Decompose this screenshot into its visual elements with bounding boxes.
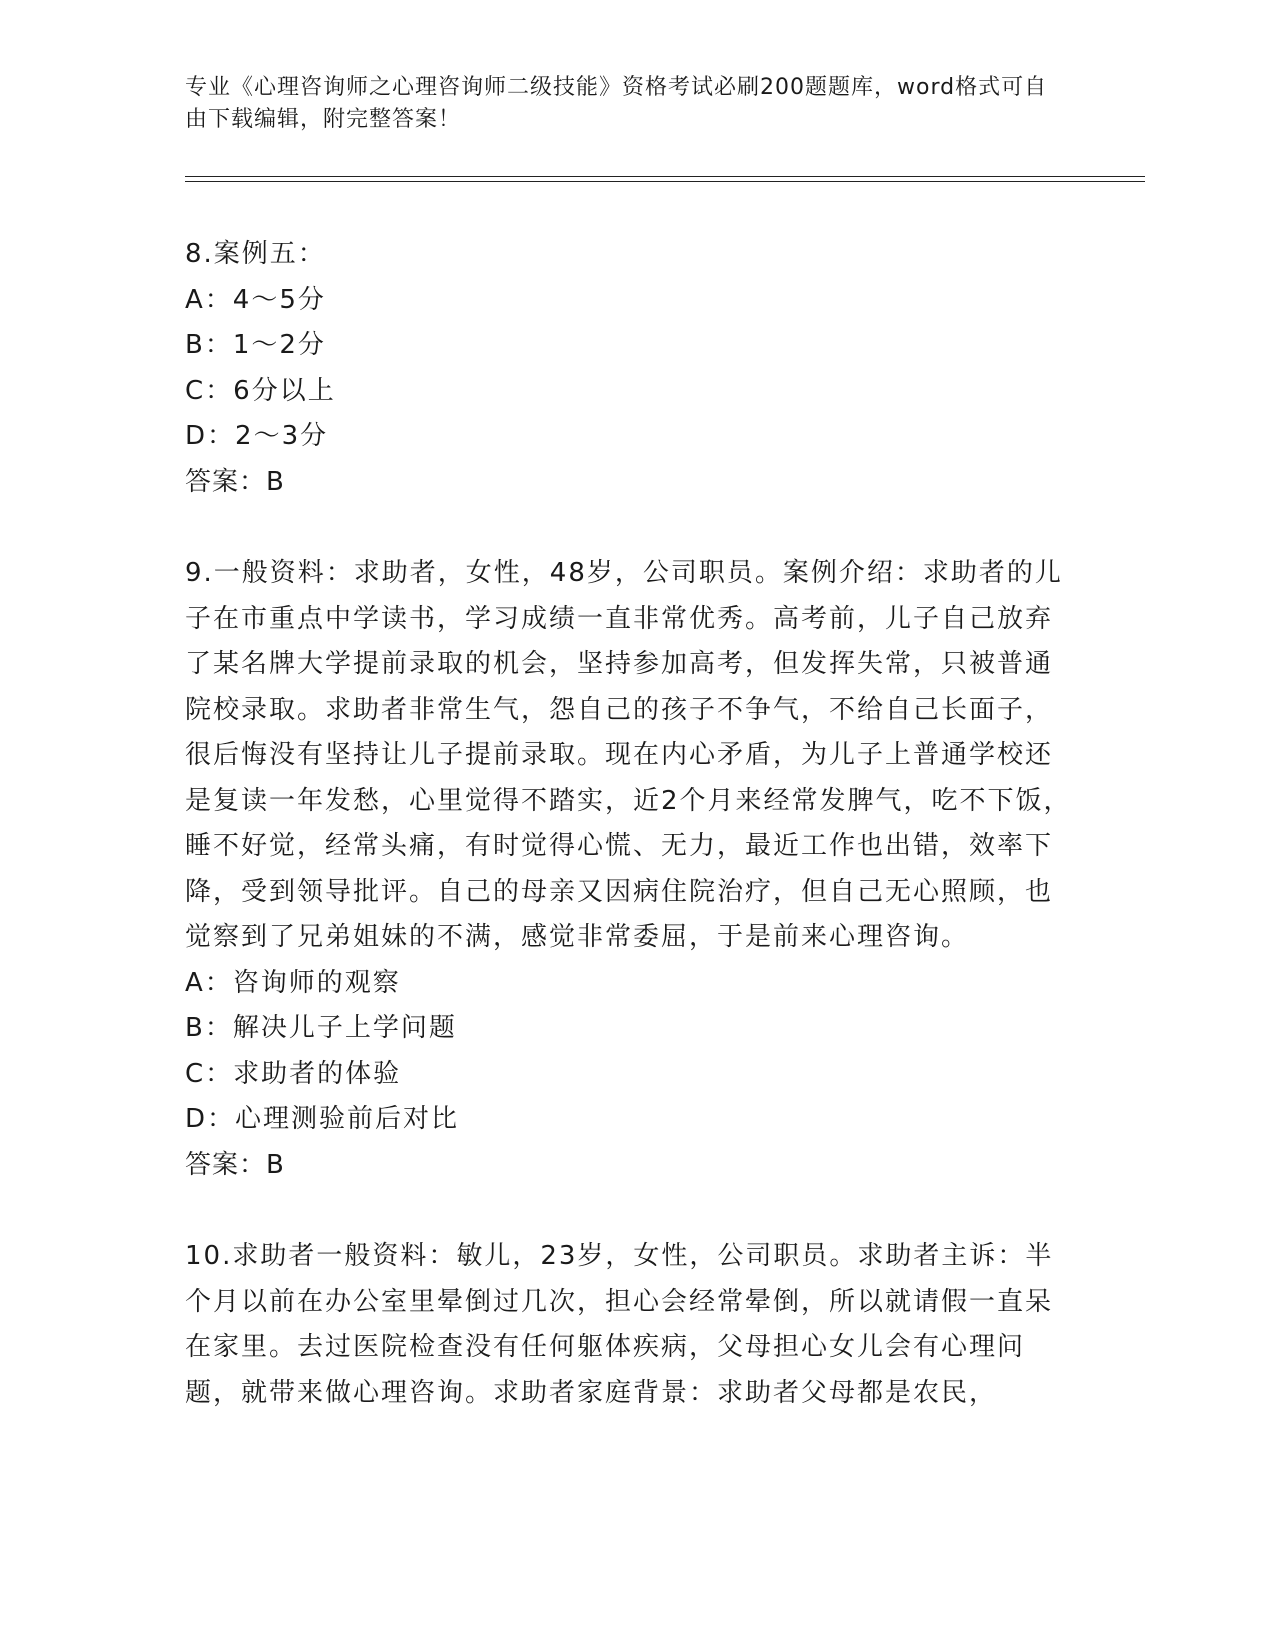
option-c: C：6分以上 xyxy=(185,375,336,406)
question-8 xyxy=(185,232,1080,505)
option-a: A：咨询师的观察 xyxy=(185,967,401,998)
question-stem: 9.一般资料：求助者，女性，48岁，公司职员。案例介绍：求助者的儿子在市重点中学读书，学习成绩一直非常优秀。高考前，儿子自己放弃了某名牌大学提前录取的机会，坚持参加高考，但发挥失常，只被普通院校录取。求助者非常生气，怨自己的孩子不争气，不给自己长面子，很后悔没有坚持让儿子提前录取。现在内心矛盾，为儿子上普通学校还是复读一年发愁，心里觉得不踏实，近2个月来经常发脾气，吃不下饭，睡不好觉，经常头痛，有时觉得心慌、无力，最近工作也出错，效率下降，受到领导批评。自己的母亲又因病住院治疗，但自己无心照顾，也觉察到了兄弟姐妹的不满，感觉非常委屈，于是前来心理咨询。 xyxy=(185,558,1072,952)
answer-line: 答案：B xyxy=(185,466,285,497)
option-c: C：求助者的体验 xyxy=(185,1058,402,1089)
question-list xyxy=(185,232,1080,1416)
option-d: D：2～3分 xyxy=(185,421,329,451)
option-d: D：心理测验前后对比 xyxy=(185,1104,460,1134)
header-rule-bottom xyxy=(185,181,1145,182)
answer-line: 答案：B xyxy=(185,1149,285,1180)
question-stem: 10.求助者一般资料：敏儿，23岁，女性，公司职员。求助者主诉：半个月以前在办公室里晕倒过几次，担心会经常晕倒，所以就请假一直呆在家里。去过医院检查没有任何躯体疾病，父母担心女儿会有心理问题，就带来做心理咨询。求助者家庭背景：求助者父母都是农民， xyxy=(185,1241,1054,1408)
question-10 xyxy=(185,1234,1080,1416)
document-header: 专业《心理咨询师之心理咨询师二级技能》资格考试必刷200题题库，word格式可自由下载编辑，附完整答案！ xyxy=(185,75,1048,132)
option-b: B：解决儿子上学问题 xyxy=(185,1013,457,1043)
header-rule-top xyxy=(185,176,1145,177)
option-b: B：1～2分 xyxy=(185,330,326,360)
question-stem: 8.案例五： xyxy=(185,239,326,269)
option-a: A：4～5分 xyxy=(185,284,326,315)
question-9 xyxy=(185,551,1080,1188)
